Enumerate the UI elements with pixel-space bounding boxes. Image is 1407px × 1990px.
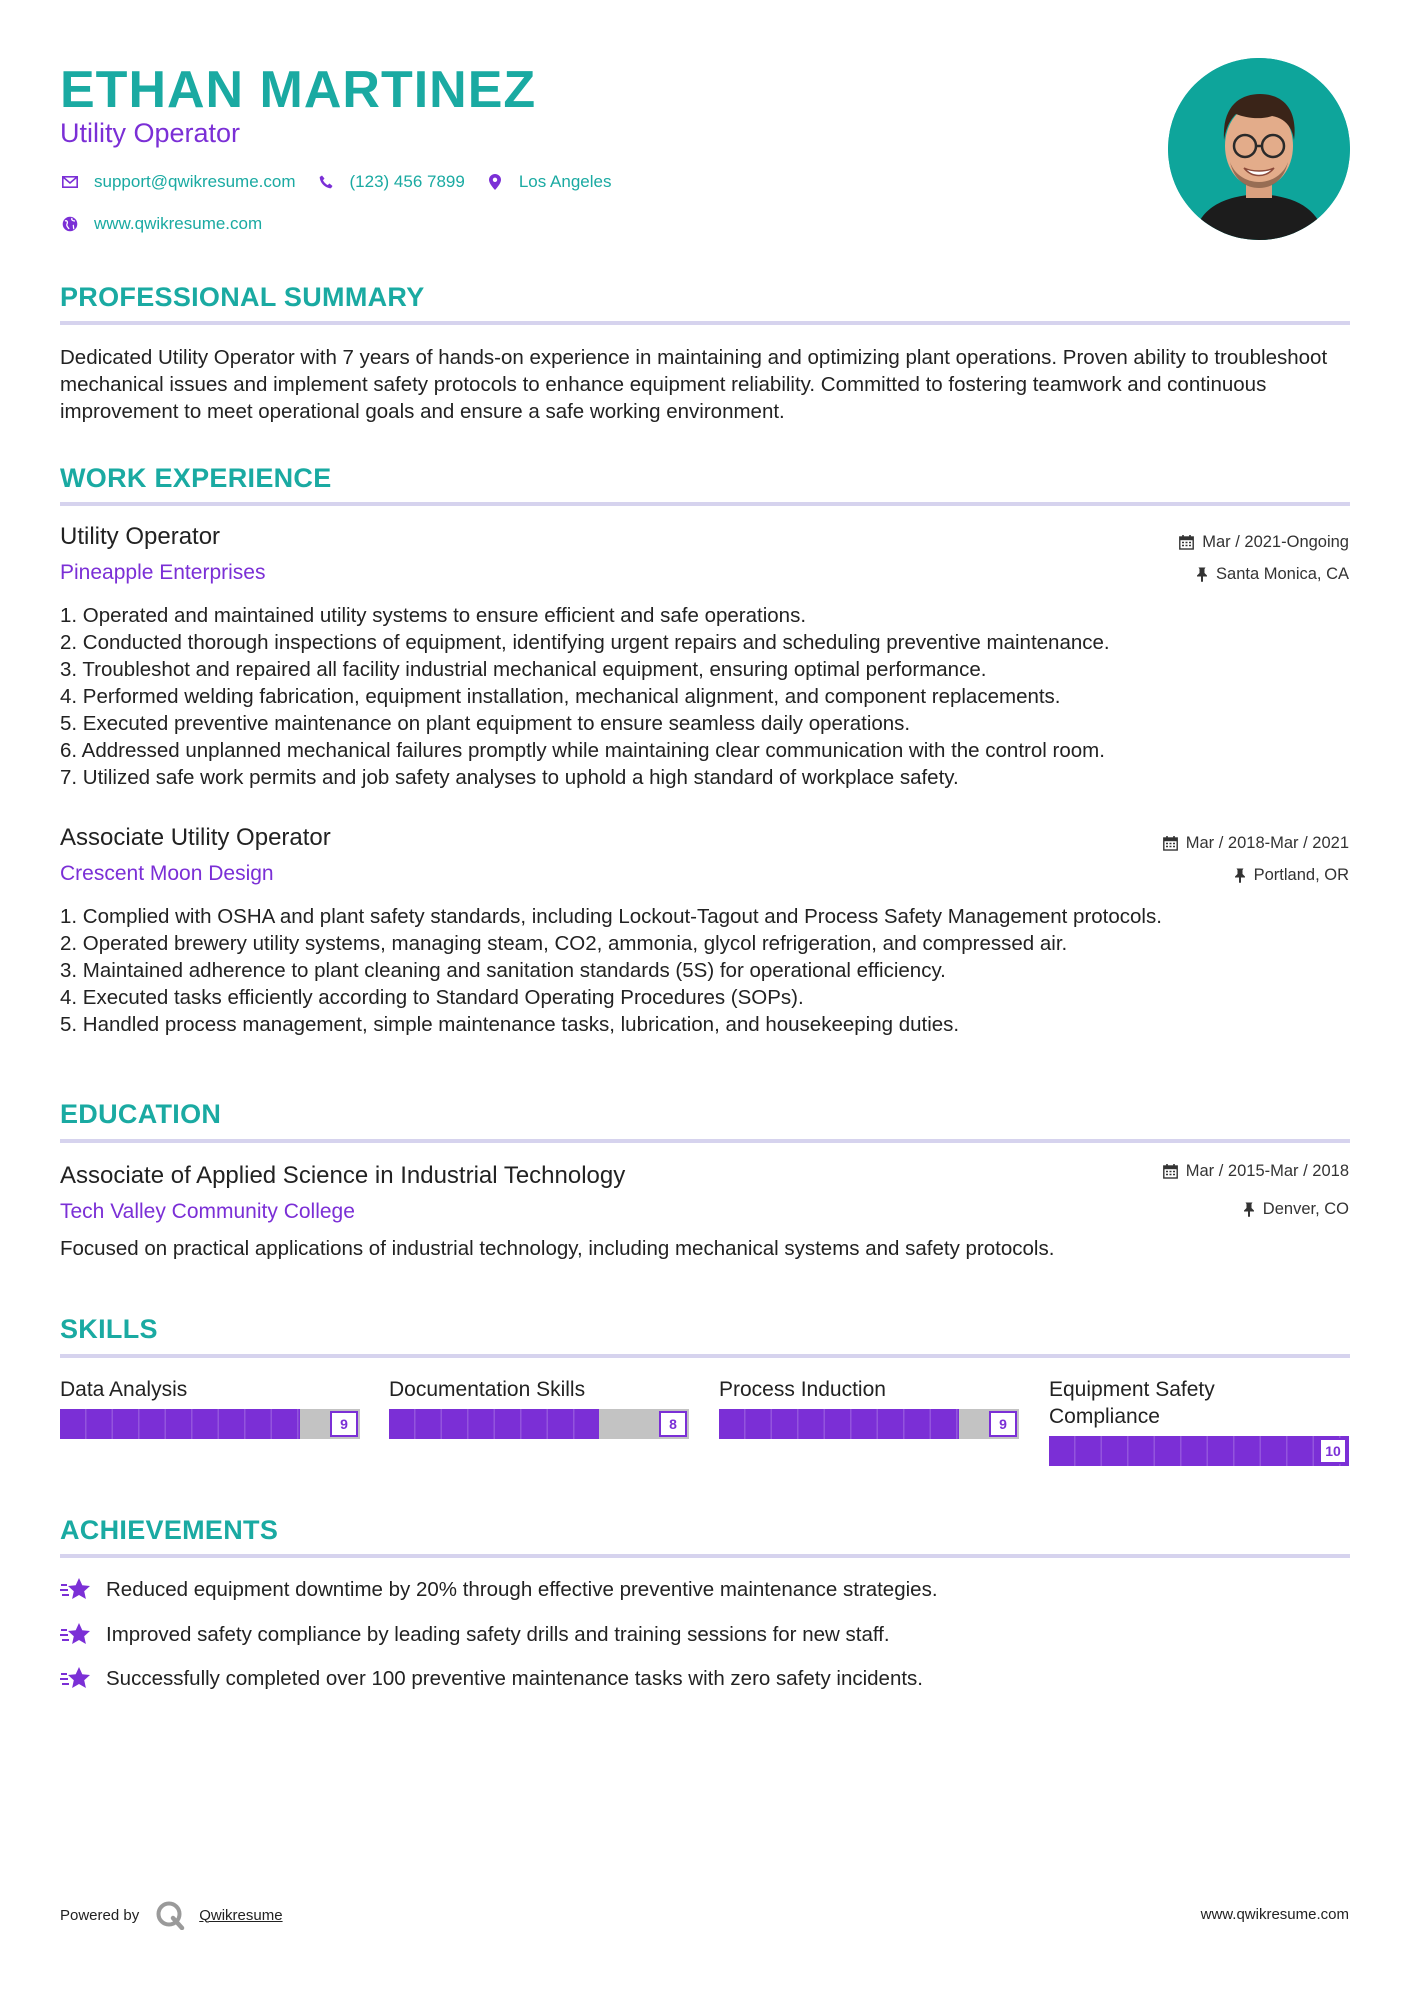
job-dates-text: Mar / 2021-Ongoing [1202, 533, 1349, 551]
list-item: 5. Handled process management, simple maintenance tasks, lubrication, and housekeeping duties. [60, 1013, 960, 1036]
pushpin-icon [1196, 567, 1208, 582]
section-title-skills: SKILLS [60, 1314, 158, 1344]
degree-title: Associate of Applied Science in Industrial Technology [60, 1162, 626, 1189]
section-divider [60, 1139, 1350, 1143]
list-item: 4. Executed tasks efficiently according to Standard Operating Procedures (SOPs). [60, 986, 804, 1009]
section-title-education: EDUCATION [60, 1099, 222, 1129]
school-name: Tech Valley Community College [60, 1200, 355, 1223]
skill-bar [719, 1409, 1019, 1439]
list-item: 1. Operated and maintained utility systems to ensure efficient and safe operations. [60, 604, 807, 627]
skill-name: Equipment Safety Compliance [1049, 1378, 1215, 1428]
list-item: 5. Executed preventive maintenance on plant equipment to ensure seamless daily operations. [60, 712, 911, 735]
skill-bar-fill [1049, 1436, 1349, 1466]
list-item: 1. Complied with OSHA and plant safety standards, including Lockout-Tagout and Process Safety Management protocols. [60, 905, 1162, 928]
brand-link[interactable]: Qwikresume [199, 1906, 283, 1924]
skill-item [1049, 1376, 1349, 1466]
job-company: Crescent Moon Design [60, 862, 274, 885]
list-item: 2. Conducted thorough inspections of equipment, identifying urgent repairs and scheduling preventive maintenance. [60, 631, 1110, 654]
location-text: Los Angeles [518, 172, 612, 191]
job-dates [1163, 834, 1349, 853]
star-icon [60, 1665, 92, 1693]
phone-icon [316, 172, 336, 192]
skill-item [60, 1376, 360, 1439]
job-location [1196, 565, 1349, 584]
email-text: support@qwikresume.com [94, 172, 296, 191]
contact-row-web [60, 214, 282, 234]
section-divider [60, 502, 1350, 506]
skill-level-badge: 9 [330, 1411, 358, 1437]
pushpin-icon [1234, 868, 1246, 883]
list-item: 2. Operated brewery utility systems, managing steam, CO2, ammonia, glycol refrigeration, and compressed air. [60, 932, 1068, 955]
list-item: 7. Utilized safe work permits and job safety analyses to uphold a high standard of workplace safety. [60, 766, 959, 789]
section-divider [60, 1554, 1350, 1558]
skill-name: Process Induction [719, 1378, 886, 1401]
footer-powered-by [60, 1900, 283, 1930]
education-description: Focused on practical applications of industrial technology, including mechanical systems and safety protocols. [60, 1237, 1055, 1260]
list-item: 6. Addressed unplanned mechanical failures promptly while maintaining clear communication with the control room. [60, 739, 1105, 762]
skill-bar-fill [719, 1409, 959, 1439]
candidate-name: ETHAN MARTINEZ [60, 61, 537, 119]
skill-bar [60, 1409, 360, 1439]
skill-name: Documentation Skills [389, 1378, 586, 1401]
education-location [1243, 1200, 1349, 1219]
map-pin-icon [485, 172, 505, 192]
skill-bar-fill [389, 1409, 599, 1439]
phone-text: (123) 456 7899 [349, 172, 465, 191]
section-divider [60, 321, 1350, 325]
pushpin-icon [1243, 1202, 1255, 1217]
globe-icon [60, 214, 80, 234]
contact-email[interactable] [60, 172, 296, 192]
envelope-icon [60, 172, 80, 192]
education-dates [1163, 1162, 1349, 1181]
achievement-item [60, 1621, 890, 1649]
calendar-icon [1163, 1164, 1178, 1179]
job-dates [1179, 533, 1349, 552]
skill-bar-fill [60, 1409, 300, 1439]
education-location-text: Denver, CO [1262, 1200, 1349, 1218]
list-item: 4. Performed welding fabrication, equipment installation, mechanical alignment, and component replacements. [60, 685, 1061, 708]
skill-level-badge: 10 [1319, 1438, 1347, 1464]
job-location [1234, 866, 1349, 885]
skill-level-badge: 9 [989, 1411, 1017, 1437]
achievement-text: Improved safety compliance by leading safety drills and training sessions for new staff. [106, 1623, 890, 1646]
calendar-icon [1179, 535, 1194, 550]
skill-name: Data Analysis [60, 1378, 188, 1401]
job-title: Utility Operator [60, 523, 221, 550]
job-company: Pineapple Enterprises [60, 561, 266, 584]
footer-website[interactable]: www.qwikresume.com [1200, 1906, 1349, 1923]
job-dates-text: Mar / 2018-Mar / 2021 [1185, 834, 1349, 852]
skill-bar [1049, 1436, 1349, 1466]
job-location-text: Portland, OR [1253, 866, 1349, 884]
skill-bar [389, 1409, 689, 1439]
contact-row [60, 172, 631, 192]
calendar-icon [1163, 836, 1178, 851]
section-divider [60, 1354, 1350, 1358]
education-dates-text: Mar / 2015-Mar / 2018 [1185, 1162, 1349, 1180]
website-text: www.qwikresume.com [94, 214, 263, 233]
skill-level-badge: 8 [659, 1411, 687, 1437]
candidate-role: Utility Operator [60, 118, 241, 148]
section-title-achievements: ACHIEVEMENTS [60, 1515, 279, 1545]
summary-text: Dedicated Utility Operator with 7 years of hands-on experience in maintaining and optimizing plant operations. Proven ability to troubleshoot mechanical issues and implement safety protocols to enhance equipment reliability. Committed to fostering teamwork and continuous improvement to meet operational goals and ensure a safe working environment. [60, 346, 1328, 423]
contact-location [485, 172, 612, 192]
qwikresume-logo-icon [155, 1900, 185, 1930]
star-icon [60, 1576, 92, 1604]
job-duties-list [60, 602, 1360, 791]
achievement-item [60, 1576, 938, 1604]
skill-item [389, 1376, 689, 1439]
achievement-text: Successfully completed over 100 preventive maintenance tasks with zero safety incidents. [106, 1667, 923, 1690]
profile-photo [1168, 58, 1350, 240]
section-title-experience: WORK EXPERIENCE [60, 463, 332, 493]
contact-phone[interactable] [316, 172, 465, 192]
achievement-text: Reduced equipment downtime by 20% through effective preventive maintenance strategies. [106, 1578, 938, 1601]
achievement-item [60, 1665, 923, 1693]
powered-by-label: Powered by [60, 1906, 140, 1924]
list-item: 3. Troubleshot and repaired all facility industrial mechanical equipment, ensuring optimal performance. [60, 658, 987, 681]
job-location-text: Santa Monica, CA [1216, 565, 1349, 583]
list-item: 3. Maintained adherence to plant cleaning and sanitation standards (5S) for operational efficiency. [60, 959, 946, 982]
skill-item [719, 1376, 1019, 1439]
star-icon [60, 1621, 92, 1649]
job-duties-list [60, 903, 1360, 1038]
contact-website[interactable] [60, 214, 262, 234]
job-title: Associate Utility Operator [60, 824, 331, 851]
section-title-summary: PROFESSIONAL SUMMARY [60, 282, 425, 312]
